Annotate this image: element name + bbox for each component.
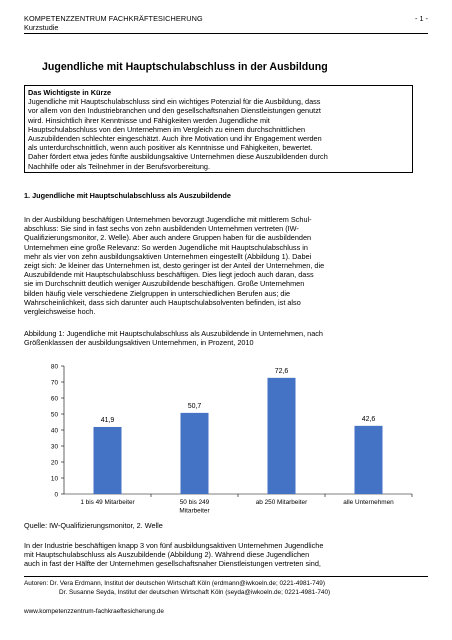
caption-line: Größenklassen der ausbildungsaktiven Unternehmen, in Prozent, 2010 [24, 338, 254, 348]
body-paragraph-2 [24, 541, 428, 569]
summary-line: als unterdurchschnittlich, wenn auch positiver als Kenntnisse und Fähigkeiten, bewertet. [28, 143, 313, 153]
x-tick-label: Mitarbeiter [179, 507, 210, 515]
author-line-2: Dr. Susanne Seyda, Institut der deutschen Wirtschaft Köln (seyda@iwkoeln.de; 0221-4981-740) [59, 589, 331, 597]
bar-chart [24, 360, 428, 520]
chart-source: Quelle: IW-Qualifizierungsmonitor, 2. Welle [24, 521, 163, 530]
text-line: mehr als vier von zehn ausbildungsaktiven Unternehmen eingestellt (Abbildung 1). Dabei [24, 251, 312, 261]
text-line: auch in fast der Hälfte der Unternehmen gesellschaftsnaher Dienstleistungen vertreten sind, [24, 559, 321, 569]
section-heading: 1. Jugendliche mit Hauptschulabschluss als Auszubildende [24, 191, 231, 200]
data-label: 41,9 [100, 416, 115, 424]
header-subtitle: Kurzstudie [24, 23, 59, 32]
y-tick-label: 70 [50, 379, 58, 387]
summary-line: vor allem von den Industriebranchen und den gesellschaftsnahen Dienstleistungen genutzt [28, 106, 321, 116]
summary-line: Auszubildenden schlechter eingeschätzt. Auch ihre Motivation und ihr Engagement werden [28, 134, 322, 144]
text-line: Auszubildende mit Hauptschulabschluss beschäftigen. Dies liegt jedoch auch daran, dass [24, 270, 314, 280]
bar-chart-svg [24, 360, 428, 520]
bar [355, 426, 383, 494]
text-line: Qualifizierungsmonitor, 2. Welle). Aber auch andere Gruppen haben für die ausbildenden [24, 233, 312, 243]
text-line: vergleichsweise hoch. [24, 307, 96, 317]
summary-box [24, 85, 413, 173]
y-tick-label: 40 [50, 427, 58, 435]
body-paragraph-1 [24, 215, 428, 316]
summary-text [28, 97, 409, 171]
data-label: 42,6 [361, 415, 376, 423]
text-line: zeigt sich: Je kleiner das Unternehmen ist, desto geringer ist der Anteil der Unternehmen, die [24, 261, 325, 271]
bar [94, 427, 122, 494]
x-tick-label: 1 bis 49 Mitarbeiter [80, 499, 135, 506]
y-tick-label: 50 [50, 411, 58, 419]
y-tick-label: 60 [50, 395, 58, 403]
summary-line: Jugendliche mit Hauptschulabschluss sind ein wichtiges Potenzial für die Ausbildung, dass [28, 97, 321, 107]
bar [181, 413, 209, 494]
figure-caption [24, 329, 428, 347]
page-number: - 1 - [415, 14, 428, 23]
footnote-divider [24, 576, 428, 577]
caption-line: Abbildung 1: Jugendliche mit Hauptschulabschluss als Auszubildende in Unternehmen, nach [24, 329, 323, 338]
text-line: sie im Durchschnitt deutlich weniger Auszubildende beschäftigen. Große Unternehmen [24, 279, 305, 289]
text-line: Unternehmen eine große Relevanz: So werden Jugendliche mit Hauptschulabschluss in [24, 242, 308, 252]
y-tick-label: 30 [50, 443, 58, 451]
page-header [24, 14, 428, 32]
text-line: Wahrscheinlichkeit, dass sich darunter auch Hauptschulabsolventen befinden, ist also [24, 297, 301, 307]
summary-line: Nachhilfe oder als Teilnehmer in der Berufsvorbereitung. [28, 161, 210, 171]
summary-line: Daher fördert etwa jedes fünfte ausbildungsaktive Unternehmen diese Auszubildenden durch [28, 152, 328, 162]
header-divider [24, 33, 428, 34]
text-line: abschluss: Sie sind in fast sechs von zehn ausbildenden Unternehmen vertreten (IW- [24, 224, 299, 234]
text-line: mit Hauptschulabschluss als Auszubildende (Abbildung 2). Während diese Jugendlichen [24, 550, 310, 560]
text-line: bilden häufig viele verschiedene Zielgruppen in unterschiedlichen Berufen aus; die [24, 288, 291, 298]
x-tick-label: ab 250 Mitarbeiter [255, 499, 308, 506]
text-line: In der Ausbildung beschäftigen Unternehmen bevorzugt Jugendliche mit mittlerem Schul- [24, 215, 312, 224]
data-label: 50,7 [187, 402, 202, 410]
page-title: Jugendliche mit Hauptschulabschluss in der Ausbildung [42, 61, 328, 73]
bar [268, 378, 296, 494]
text-line: In der Industrie beschäftigen knapp 3 von fünf ausbildungsaktiven Unternehmen Jugendliche [24, 541, 324, 550]
x-tick-label: alle Unternehmen [343, 499, 394, 506]
author-line-1: Autoren: Dr. Vera Erdmann, Institut der deutschen Wirtschaft Köln (erdmann@iwkoeln.de; 0221-4981-749) [24, 580, 325, 587]
y-tick-label: 80 [50, 363, 58, 371]
x-tick-label: 50 bis 249 [179, 499, 210, 506]
data-label: 72,6 [274, 367, 289, 375]
y-tick-label: 10 [50, 475, 58, 483]
y-tick-label: 20 [50, 459, 58, 467]
summary-line: Hauptschulabschluss von den Unternehmen im Vergleich zu einem durchschnittlichen [28, 124, 306, 134]
y-tick-label: 0 [54, 491, 58, 499]
footer-url: www.kompetenzzentrum-fachkraeftesicherung.de [24, 608, 164, 615]
authors-note [24, 579, 428, 597]
summary-line: wird. Hinsichtlich ihrer Kenntnisse und Fähigkeiten werden Jugendliche mit [28, 115, 270, 125]
summary-heading: Das Wichtigste in Kürze [28, 88, 112, 97]
header-org: KOMPETENZZENTRUM FACHKRÄFTESICHERUNG [24, 14, 203, 23]
